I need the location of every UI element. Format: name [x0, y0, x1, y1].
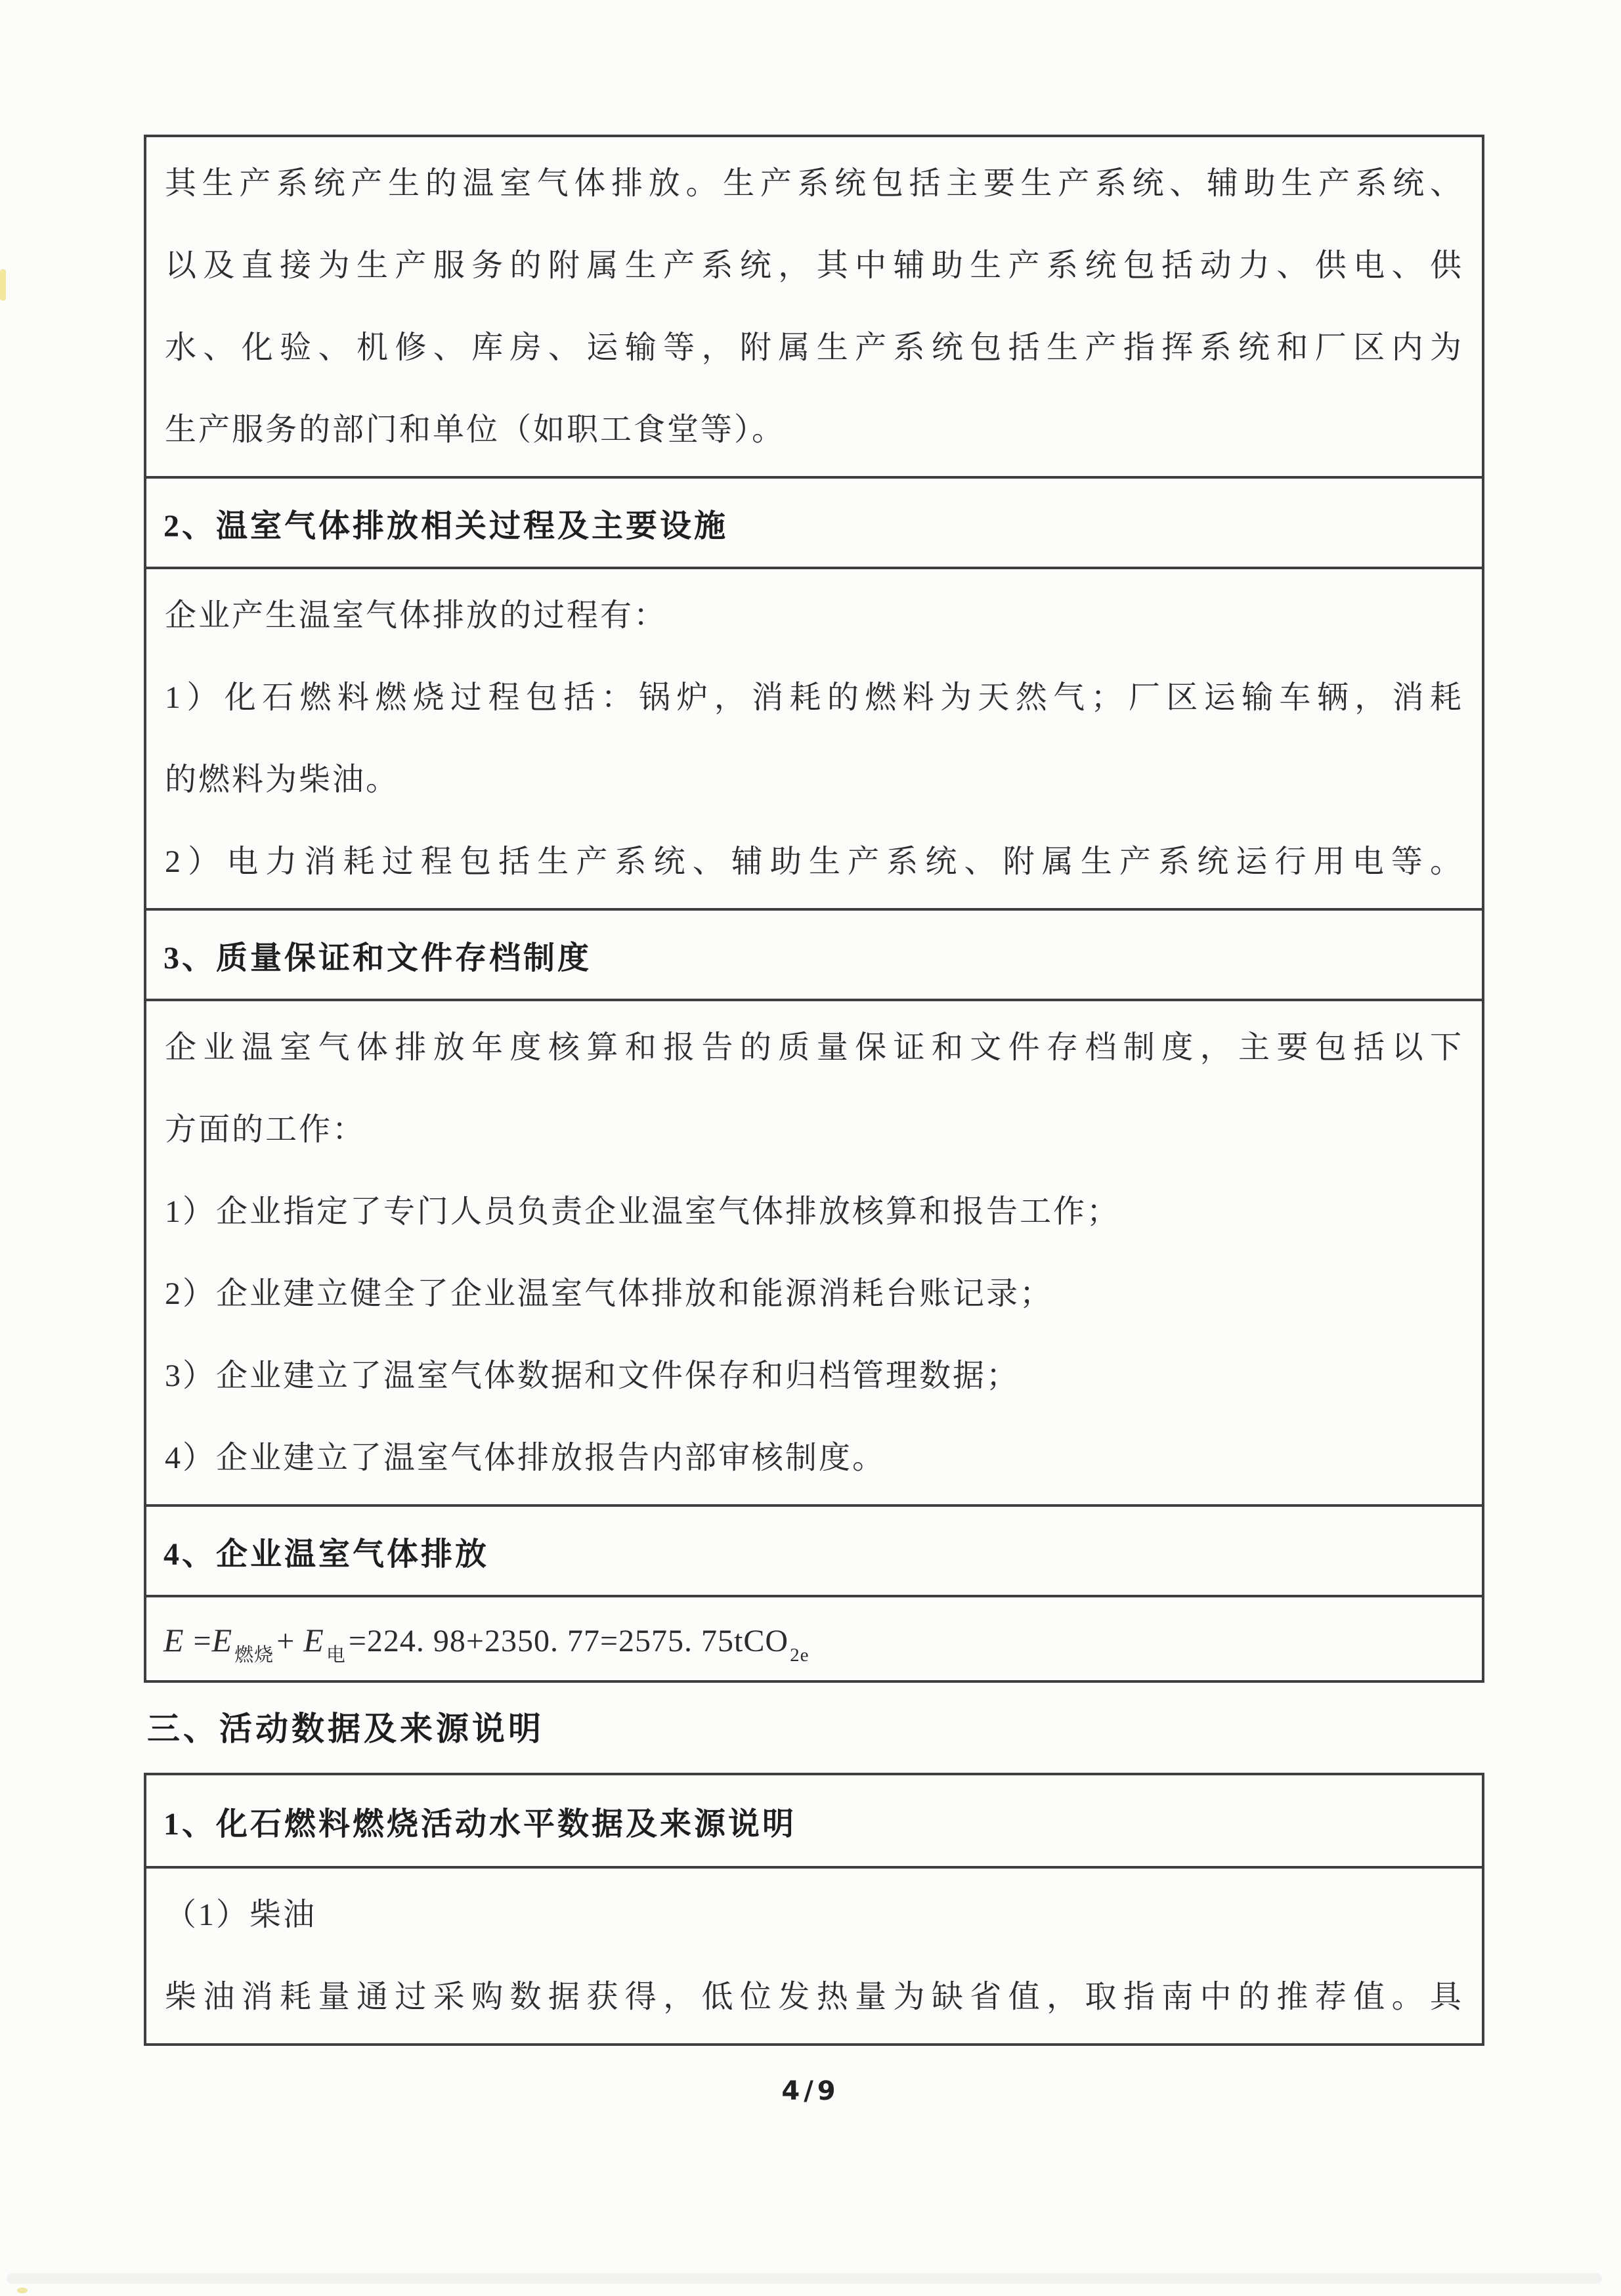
row-heading: 1、化石燃料燃烧活动水平数据及来源说明: [163, 1806, 797, 1842]
text-line: 4）企业建立了温室气体排放报告内部审核制度。: [165, 1440, 886, 1475]
table-row-header: [146, 476, 1482, 567]
text-line: 以及直接为生产服务的附属生产系统，其中辅助生产系统包括动力、供电、供: [165, 248, 1463, 283]
formula-variable: E: [163, 1622, 184, 1658]
text-line: 3）企业建立了温室气体数据和文件保存和归档管理数据；: [165, 1358, 1020, 1393]
section-heading-activity-data: 三、活动数据及来源说明: [147, 1710, 544, 1747]
table-row-header: [146, 908, 1482, 999]
formula-subscript: 电: [326, 1645, 346, 1666]
table-row-header: [146, 1504, 1482, 1595]
page-number: 4/9: [781, 2076, 840, 2106]
text-line: 生产服务的部门和单位（如职工食堂等）。: [165, 412, 786, 447]
text-line: 2）电力消耗过程包括生产系统、辅助生产系统、附属生产系统运行用电等。: [165, 844, 1463, 879]
text-line: 其生产系统产生的温室气体排放。生产系统包括主要生产系统、辅助生产系统、: [165, 166, 1463, 201]
scan-artifact-smudge: [7, 2273, 1602, 2284]
formula-text: =224. 98+2350. 77=2575. 75tCO: [348, 1624, 789, 1658]
text-line: （1）柴油: [165, 1897, 317, 1932]
formula-variable: E: [303, 1622, 324, 1658]
text-line: 1）化石燃料燃烧过程包括：锅炉，消耗的燃料为天然气；厂区运输车辆，消耗: [165, 680, 1463, 715]
row-heading: 2、温室气体排放相关过程及主要设施: [163, 508, 729, 544]
text-line: 2）企业建立健全了企业温室气体排放和能源消耗台账记录；: [165, 1276, 1054, 1311]
text-line: 企业温室气体排放年度核算和报告的质量保证和文件存档制度，主要包括以下: [165, 1030, 1463, 1065]
table-row-content: [146, 1866, 1482, 2043]
table-row-header: [146, 1775, 1482, 1866]
table-row-formula: [146, 1595, 1482, 1680]
row-heading: 3、质量保证和文件存档制度: [163, 940, 592, 976]
table-row-content: [146, 567, 1482, 908]
formula-text: +: [276, 1624, 304, 1658]
text-line: 方面的工作：: [165, 1112, 366, 1147]
text-line: 企业产生温室气体排放的过程有：: [165, 598, 668, 633]
text-line: 的燃料为柴油。: [165, 762, 400, 797]
text-line: 柴油消耗量通过采购数据获得，低位发热量为缺省值，取指南中的推荐值。具: [165, 1980, 1463, 2014]
table-row-content: [146, 137, 1482, 476]
formula-variable: E: [211, 1622, 232, 1658]
formula-subscript: 2e: [790, 1645, 810, 1666]
text-line: 1）企业指定了专门人员负责企业温室气体排放核算和报告工作；: [165, 1194, 1121, 1229]
ghg-report-table: [144, 135, 1484, 1683]
text-line: 水、化验、机修、库房、运输等，附属生产系统包括生产指挥系统和厂区内为: [165, 330, 1463, 365]
formula-text: =: [184, 1624, 212, 1658]
activity-data-table: [144, 1773, 1484, 2046]
scan-artifact-speck: [0, 269, 6, 301]
row-heading: 4、企业温室气体排放: [163, 1536, 490, 1572]
scan-artifact-speck: [17, 2287, 28, 2293]
table-row-content: [146, 999, 1482, 1504]
formula-subscript: 燃烧: [234, 1645, 274, 1666]
